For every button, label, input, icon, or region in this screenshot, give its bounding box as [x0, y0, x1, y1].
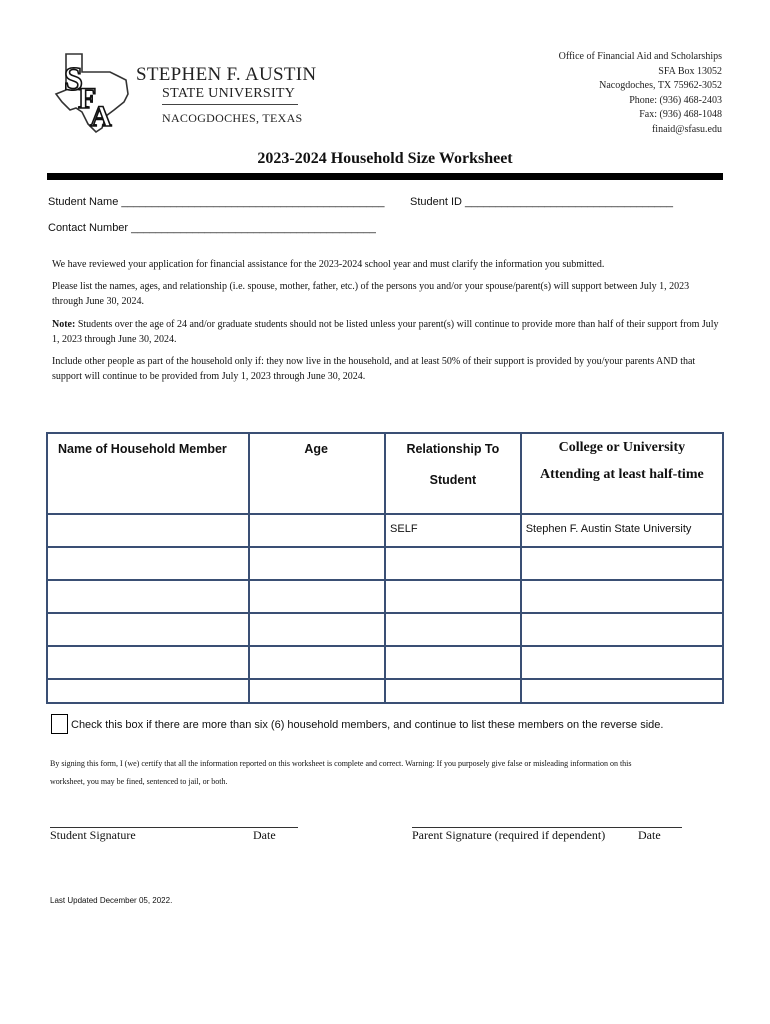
- age-cell[interactable]: [249, 679, 385, 703]
- name-cell[interactable]: [47, 646, 249, 679]
- relationship-cell[interactable]: [385, 613, 521, 646]
- office-line: SFA Box 13052: [658, 65, 722, 77]
- instructions-paragraph: Please list the names, ages, and relationship (i.e. spouse, mother, father, etc.) of the persons you and/or your spouse/parent(s) will support between July 1, 2023 through June 30, 2024.: [52, 281, 690, 307]
- table-row: [47, 514, 723, 547]
- college-cell[interactable]: [521, 646, 723, 679]
- table-header-row: [47, 433, 723, 514]
- college-cell[interactable]: [521, 613, 723, 646]
- intro-paragraph: We have reviewed your application for financial assistance for the 2023-2024 school year and must clarify the information you submitted.: [52, 259, 605, 270]
- student-date-label: Date: [253, 828, 276, 842]
- university-city: NACOGDOCHES, TEXAS: [162, 111, 303, 125]
- relationship-cell[interactable]: [385, 679, 521, 703]
- student-name-field[interactable]: Student Name ___________________________________________: [48, 196, 385, 208]
- relationship-cell[interactable]: [385, 646, 521, 679]
- logo-letter-s: S: [64, 61, 83, 98]
- relationship-cell[interactable]: SELF: [385, 514, 521, 547]
- college-cell[interactable]: [521, 547, 723, 580]
- note-label: Note:: [52, 319, 76, 330]
- age-cell[interactable]: [249, 580, 385, 613]
- household-table: [46, 432, 724, 704]
- university-name: STEPHEN F. AUSTIN: [136, 64, 317, 85]
- office-line: Fax: (936) 468-1048: [639, 109, 722, 120]
- age-cell[interactable]: [249, 514, 385, 547]
- logo-letter-a: A: [90, 100, 112, 133]
- office-contact-block: [559, 50, 722, 137]
- college-cell[interactable]: [521, 580, 723, 613]
- relationship-cell[interactable]: [385, 547, 521, 580]
- header-age: Age: [249, 433, 385, 514]
- more-members-label: Check this box if there are more than six (6) household members, and continue to list these members on the reverse side.: [71, 719, 664, 731]
- office-line: Office of Financial Aid and Scholarships: [558, 51, 722, 62]
- more-members-checkbox[interactable]: [51, 714, 68, 734]
- name-cell[interactable]: [47, 613, 249, 646]
- header-college: College or University Attending at least half-time: [521, 433, 723, 514]
- office-line: Phone: (936) 468-2403: [629, 94, 722, 106]
- contact-number-field[interactable]: Contact Number ________________________________________: [48, 222, 376, 234]
- note-text: Students over the age of 24 and/or graduate students should not be listed unless your parent(s) will continue to provide more than half of their support from July 1, 2023 through June 30, 2024.: [52, 319, 719, 345]
- logo-letter-f: F: [78, 82, 97, 115]
- last-updated: Last Updated December 05, 2022.: [50, 896, 173, 905]
- header-name: Name of Household Member: [47, 433, 249, 514]
- household-criteria-paragraph: Include other people as part of the household only if: they now live in the household, and at least 50% of their support is provided by you/your parents AND that support will continue to be provided from July 1, 2023 through June 30, 2024.: [52, 356, 696, 382]
- name-cell[interactable]: [47, 679, 249, 703]
- page-title: 2023-2024 Household Size Worksheet: [257, 150, 513, 167]
- table-row: [47, 613, 723, 646]
- table-row: [47, 679, 723, 703]
- logo-divider: [162, 104, 298, 105]
- office-email: finaid@sfasu.edu: [651, 123, 722, 135]
- age-cell[interactable]: [249, 646, 385, 679]
- name-cell[interactable]: [47, 514, 249, 547]
- certification-text-2: worksheet, you may be fined, sentenced to jail, or both.: [50, 777, 228, 786]
- certification-text: By signing this form, I (we) certify that all the information reported on this worksheet is complete and correct. Warning: If you purposely give false or misleading information on this: [50, 759, 632, 768]
- parent-signature-label: Parent Signature (required if dependent): [412, 828, 606, 842]
- relationship-cell[interactable]: [385, 580, 521, 613]
- note-paragraph: [52, 317, 722, 347]
- college-cell[interactable]: Stephen F. Austin State University: [521, 514, 723, 547]
- name-cell[interactable]: [47, 547, 249, 580]
- table-row: [47, 547, 723, 580]
- student-signature-label: Student Signature: [50, 828, 136, 842]
- student-id-field[interactable]: Student ID __________________________________: [410, 196, 674, 208]
- header-relationship: Relationship To Student: [385, 433, 521, 514]
- title-rule: [47, 173, 723, 180]
- name-cell[interactable]: [47, 580, 249, 613]
- parent-date-label: Date: [638, 828, 661, 842]
- table-row: [47, 580, 723, 613]
- age-cell[interactable]: [249, 613, 385, 646]
- sfa-logo: [52, 50, 130, 134]
- university-sub: STATE UNIVERSITY: [162, 86, 296, 101]
- age-cell[interactable]: [249, 547, 385, 580]
- college-cell[interactable]: [521, 679, 723, 703]
- table-row: [47, 646, 723, 679]
- office-line: Nacogdoches, TX 75962-3052: [599, 80, 722, 91]
